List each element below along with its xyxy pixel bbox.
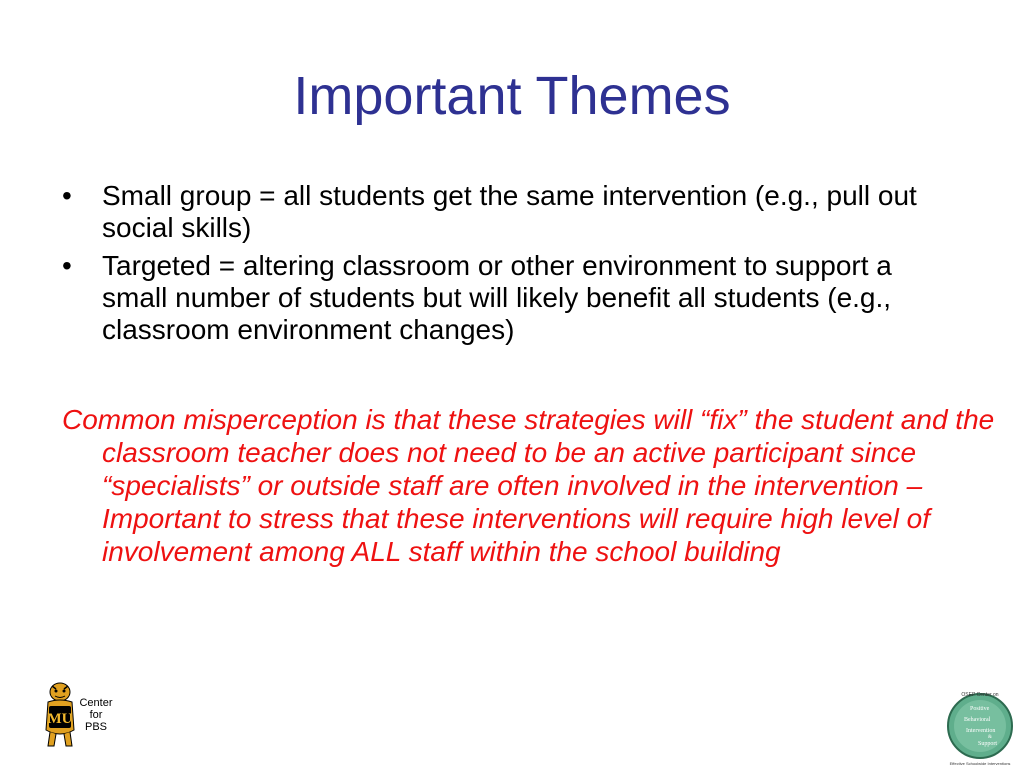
pbis-line-positive: Positive (970, 706, 990, 712)
bullet-marker: • (62, 180, 72, 211)
center-for-pbs-label: Center for PBS (79, 697, 113, 733)
bullet-item-small-group (62, 180, 962, 244)
bullet-text: Small group = all students get the same intervention (e.g., pull out social skills) (102, 180, 917, 243)
pbis-line-behavioral: Behavioral (964, 717, 991, 723)
bullet-marker: • (62, 250, 72, 281)
slide-title: Important Themes (293, 66, 731, 126)
pbis-header: OSEP Center on (961, 692, 999, 698)
bullet-list (62, 180, 962, 352)
mu-monogram: MU (47, 711, 73, 727)
pbis-line-and: & (988, 735, 992, 740)
pbis-line-intervention: Intervention (966, 728, 996, 734)
bullet-item-targeted (62, 250, 962, 346)
pbis-emblem-icon (940, 688, 1020, 768)
bullet-text: Targeted = altering classroom or other environment to support a small number of students but will likely benefit all students (e.g., classroom environment changes) (102, 250, 892, 345)
mizzou-tiger-icon (38, 680, 82, 750)
pbis-footer: Effective Schoolwide Interventions (949, 761, 1011, 766)
misperception-note: Common misperception is that these strategies will “fix” the student and the classroom teacher does not need to be an active participant since “specialists” or outside staff are often involved in the intervention – Important to stress that these interventions will require high level of involvement among ALL staff within the school building (62, 404, 995, 567)
pbis-line-support: Support (978, 741, 998, 747)
pbis-logo (940, 688, 1020, 768)
center-for-pbs-logo (38, 680, 118, 750)
